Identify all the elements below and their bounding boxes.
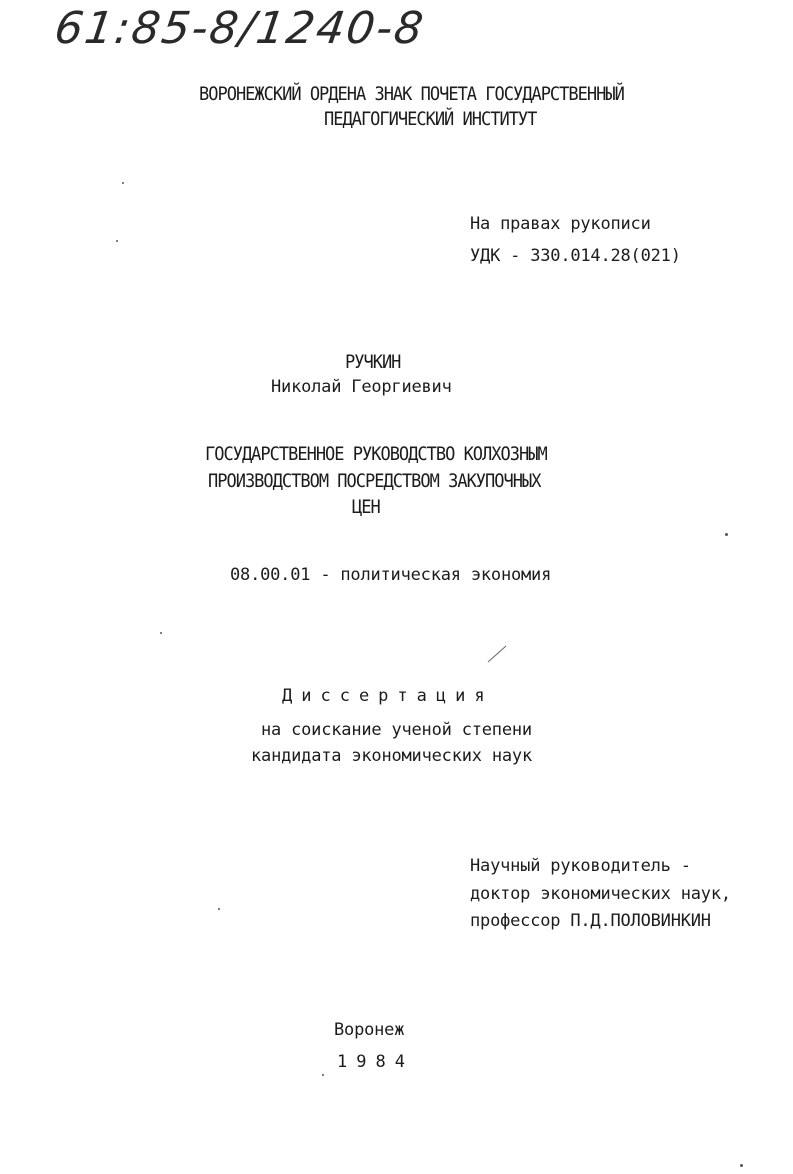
supervisor-line-3: профессор П.Д.ПОЛОВИНКИН bbox=[470, 911, 711, 931]
degree-line-1: на соискание ученой степени bbox=[261, 720, 532, 740]
scan-speck bbox=[116, 240, 118, 242]
title-line-2: ПРОИЗВОДСТВОМ ПОСРЕДСТВОМ ЗАКУПОЧНЫХ bbox=[208, 471, 541, 493]
institute-line-2: ПЕДАГОГИЧЕСКИЙ ИНСТИТУТ bbox=[324, 109, 537, 131]
supervisor-line-1: Научный руководитель - bbox=[470, 856, 691, 876]
author-surname: РУЧКИН bbox=[345, 352, 401, 374]
scan-speck bbox=[122, 182, 124, 184]
specialty-code: 08.00.01 - политическая экономия bbox=[230, 565, 552, 585]
supervisor-line-2: доктор экономических наук, bbox=[470, 884, 731, 904]
scan-speck bbox=[322, 1074, 324, 1076]
handwritten-archive-number: 61:85-8/1240-8 bbox=[51, 3, 428, 54]
year: 1984 bbox=[337, 1052, 414, 1072]
institute-line-1: ВОРОНЕЖСКИЙ ОРДЕНА ЗНАК ПОЧЕТА ГОСУДАРСТВЕННЫЙ bbox=[199, 84, 624, 106]
work-type: Диссертация bbox=[282, 686, 494, 706]
degree-line-2: кандидата экономических наук bbox=[251, 746, 532, 766]
title-line-3: ЦЕН bbox=[352, 497, 380, 519]
scan-speck bbox=[740, 1164, 743, 1167]
scan-speck bbox=[160, 632, 162, 634]
manuscript-rights: На правах рукописи bbox=[470, 214, 651, 234]
scan-speck bbox=[725, 533, 728, 536]
udc-code: УДК - 330.014.28(021) bbox=[470, 246, 681, 266]
city: Воронеж bbox=[334, 1020, 405, 1040]
scan-speck bbox=[218, 908, 220, 910]
author-name: Николай Георгиевич bbox=[271, 377, 452, 397]
pencil-mark bbox=[486, 644, 508, 664]
title-line-1: ГОСУДАРСТВЕННОЕ РУКОВОДСТВО КОЛХОЗНЫМ bbox=[205, 444, 547, 466]
